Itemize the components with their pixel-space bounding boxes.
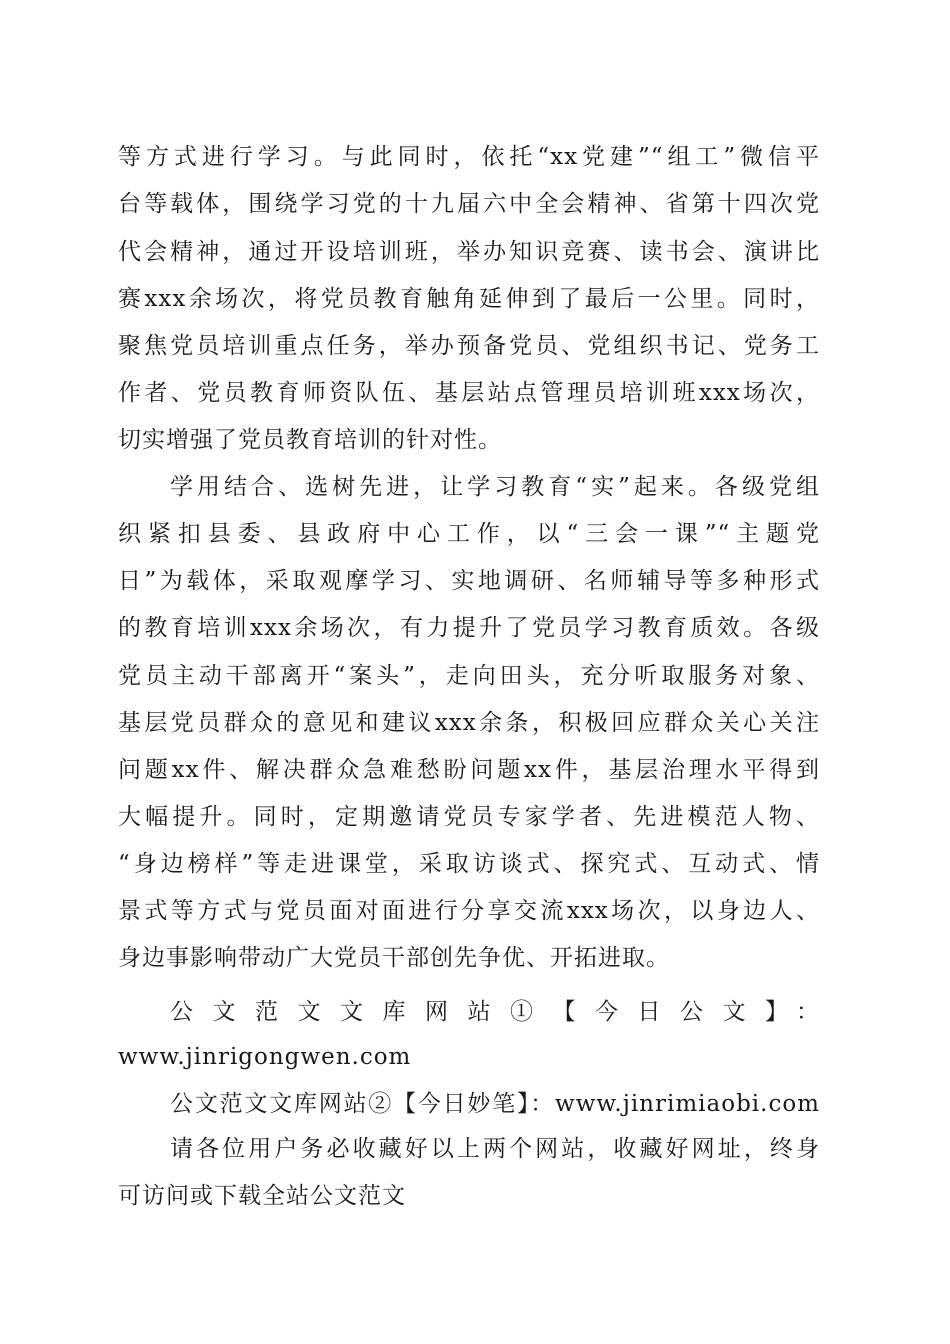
- text-line: 代会精神，通过开设培训班，举办知识竞赛、读书会、演讲比: [118, 239, 820, 265]
- text-line: 赛xxx余场次，将党员教育触角延伸到了最后一公里。同时，: [118, 286, 820, 312]
- text-line: 基层党员群众的意见和建议xxx余条，积极回应群众关心关注: [118, 710, 820, 736]
- text-line: 织紧扣县委、县政府中心工作，以“三会一课”“主题党: [118, 521, 820, 547]
- text-line: “身边榜样”等走进课堂，采取访谈式、探究式、互动式、情: [118, 851, 820, 877]
- text-line: 党员主动干部离开“案头”，走向田头，充分听取服务对象、: [118, 663, 820, 689]
- text-line: 聚焦党员培训重点任务，举办预备党员、党组织书记、党务工: [118, 333, 820, 359]
- text-line: 景式等方式与党员面对面进行分享交流xxx场次，以身边人、: [118, 898, 820, 924]
- text-line: 学用结合、选树先进，让学习教育“实”起来。各级党组: [170, 474, 820, 500]
- text-line: 的教育培训xxx余场次，有力提升了党员学习教育质效。各级: [118, 615, 820, 641]
- text-line: 作者、党员教育师资队伍、基层站点管理员培训班xxx场次，: [118, 380, 820, 406]
- text-line: 大幅提升。同时，定期邀请党员专家学者、先进模范人物、: [118, 804, 820, 830]
- text-line: 台等载体，围绕学习党的十九届六中全会精神、省第十四次党: [118, 191, 820, 217]
- text-line: 公文范文文库网站①【今日公文】：: [170, 999, 820, 1025]
- text-line: www.jinrigongwen.com: [118, 1044, 412, 1070]
- text-line: 可访问或下载全站公文范文: [118, 1183, 406, 1209]
- text-line: 身边事影响带动广大党员干部创先争优、开拓进取。: [118, 945, 670, 971]
- text-line: 等方式进行学习。与此同时，依托“xx党建”“组工”微信平: [118, 144, 820, 170]
- text-line: 公文范文文库网站②【今日妙笔】：www.jinrimiaobi.com: [170, 1091, 820, 1117]
- text-line: 问题xx件、解决群众急难愁盼问题xx件，基层治理水平得到: [118, 757, 820, 783]
- text-line: 切实增强了党员教育培训的针对性。: [118, 427, 502, 453]
- text-line: 日”为载体，采取观摩学习、实地调研、名师辅导等多种形式: [118, 568, 820, 594]
- text-line: 请各位用户务必收藏好以上两个网站，收藏好网址，终身: [170, 1136, 820, 1162]
